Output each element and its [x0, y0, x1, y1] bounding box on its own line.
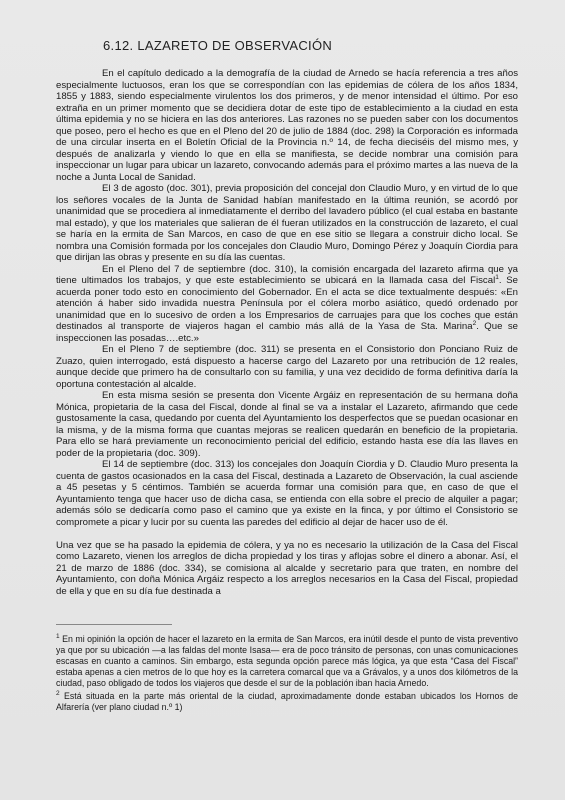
- footnotes: [56, 634, 518, 715]
- paragraph-text: El 14 de septiembre (doc. 313) los concejales don Joaquín Ciordia y D. Claudio Muro presenta la cuenta de gastos ocasionados en la casa del Fiscal, destinada a Lazareto de Observación, la cual asciende a 45 pesetas y 5 céntimos. También se acuerda formar una comisión para que, en caso de que el Ayuntamiento tenga que hacer uso de dicha casa, se entienda con ella sobre el precio de alquiler a pagar; además sólo se dedicaría como paso el camino que ya existe en la finca, y por último el Consistorio se compromete a picar y lucir por su cuenta las paredes del edificio al dejar de hacer uso de él.: [56, 459, 518, 528]
- paragraph: [56, 68, 518, 183]
- paragraph-text: En el capítulo dedicado a la demografía de la ciudad de Arnedo se hacía referencia a tres años especialmente luctuosos, eran los que se correspondían con las epidemias de cólera de los años 1834, 1855 y 1883, siendo especialmente virulentos los dos primeros, y de menor intensidad el último. Por eso extraña en un primer momento que se decidiera dotar de este tipo de establecimiento a la ciudad en esta última epidemia y no se hiciera en las dos anteriores. Las razones no se pueden saber con los documentos que poseo, pero el hecho es que en el Pleno del 20 de julio de 1884 (doc. 298) la Corporación es informada de una circular inserta en el Boletín Oficial de la Provincia n.º 14, de fecha dieciséis del mismo mes, y después de analizarla y viendo lo que en ella se manifiesta, se decide nombrar una comisión para inspeccionar un lugar para ubicar un lazareto, convocando además para el próximo martes a las nueva de la noche a Junta Local de Sanidad.: [56, 68, 518, 183]
- footnote-mark: 1: [56, 633, 60, 641]
- paragraph-text: . Se acuerda poner todo esto en conocimiento del Gobernador. En el acta se dice textualmente después: «En atención á haber sido invadida nuestra Península por el cólera morbo asiático, quedó ordenado por unanimidad que en lo sucesivo de orden a los Empresarios de carruajes para que los coches que están destinados al transporte de viajeros hagan el cambio más allá de la Yasa de Sta. Marina: [56, 275, 518, 332]
- paragraph-text: En el Pleno 7 de septiembre (doc. 311) se presenta en el Consistorio don Ponciano Ruiz de Zuazo, quien interrogado, está dispuesto a hacerse cargo del Lazareto por una retribución de 12 reales, aunque decide que primero ha de consultarlo con su familia, y una vez decidido de forma definitiva daría la oportuna contestación al alcalde.: [56, 344, 518, 390]
- footnote-ref-2[interactable]: 2: [472, 319, 477, 327]
- footnote-text: Está situada en la parte más oriental de la ciudad, aproximadamente donde estaban ubicados los Hornos de Alfarería (ver plano ciudad n.º 1): [56, 691, 518, 712]
- body-text: [56, 68, 518, 597]
- paragraph: [56, 264, 518, 345]
- paragraph-text: . Que se inspeccionen las posadas….etc.»: [56, 321, 518, 344]
- paragraph-text: En el Pleno del 7 de septiembre (doc. 310), la comisión encargada del lazareto afirma que ya tiene ultimados los trabajos, y que este establecimiento se ubicará en la llamada casa del Fiscal: [56, 263, 518, 286]
- paragraph: [56, 183, 518, 264]
- paragraph: [56, 344, 518, 390]
- paragraph: [56, 390, 518, 459]
- footnote-text: En mi opinión la opción de hacer el lazareto en la ermita de San Marcos, era inútil desde el punto de vista preventivo ya que por su ubicación —a las faldas del monte Isasa— era de poco tránsito de personas, con unas comunicaciones escasas en cuanto a caminos. Sin embargo, esta segunda opción parece más lógica, ya que esta “Casa del Fiscal” estaba apenas a cien metros de lo que hoy es la carretera comarcal que va a Grávalos, y a unos dos kilómetros de la ciudad, paso obligado de todos los viajeros que desde el sur de la población iban hacia Arnedo.: [56, 634, 518, 688]
- footnote-ref-1[interactable]: 1: [495, 273, 499, 281]
- paragraph-text: En esta misma sesión se presenta don Vicente Argáiz en representación de su hermana doña Mónica, propietaria de la casa del Fiscal, donde al final se va a instalar el Lazareto, afirmando que cede gustosamente la casa, quedando por cuenta del Ayuntamiento los desperfectos que se puedan ocasionar en la misma, y de la misma forma que cuantas mejoras se realicen quedarán en beneficio de la propietaria. Para ello se hará previamente un reconocimiento pericial del edificio, estando hasta ese día las llaves en poder de la propietaria (doc. 309).: [56, 390, 518, 459]
- paragraph-text: Una vez que se ha pasado la epidemia de cólera, y ya no es necesario la utilización de la Casa del Fiscal como Lazareto, vienen los arreglos de dicha propiedad y los tiras y aflojas sobre el dinero a abonar. Así, el 21 de marzo de 1886 (doc. 334), se comisiona al alcalde y secretario para que traten, en nombre del Ayuntamiento, con doña Mónica Argáiz respecto a los arreglos necesarios en la Casa del Fiscal, propiedad de ella y que en su día fue destinada a: [56, 539, 518, 597]
- footnote-mark: 2: [56, 690, 60, 698]
- paragraph: [56, 459, 518, 528]
- paragraph-text: El 3 de agosto (doc. 301), previa proposición del concejal don Claudio Muro, y en virtud de lo que los señores vocales de la Junta de Sanidad habían manifestado en la última reunión, se acordó por unanimidad que se procediera al inmediatamente el derribo del lavadero público (el cual estaba en bastante mal estado), y que los materiales que salieran de él fueran utilizados en la construcción de lazareto, el cual se haría en la ermita de San Marcos, en caso de que en ese sitio se llegara a construir dicho local. Se nombra una Comisión formada por los concejales don Claudio Muro, Domingo Pérez y Joaquín Ciordia para que dirijan las obras y presente en su día las cuentas.: [56, 183, 518, 263]
- paragraph: [56, 540, 518, 598]
- footnote-2: [56, 691, 518, 713]
- section-heading: 6.12. LAZARETO DE OBSERVACIÓN: [103, 38, 333, 53]
- footnote-separator: [56, 624, 172, 625]
- footnote-1: [56, 634, 518, 689]
